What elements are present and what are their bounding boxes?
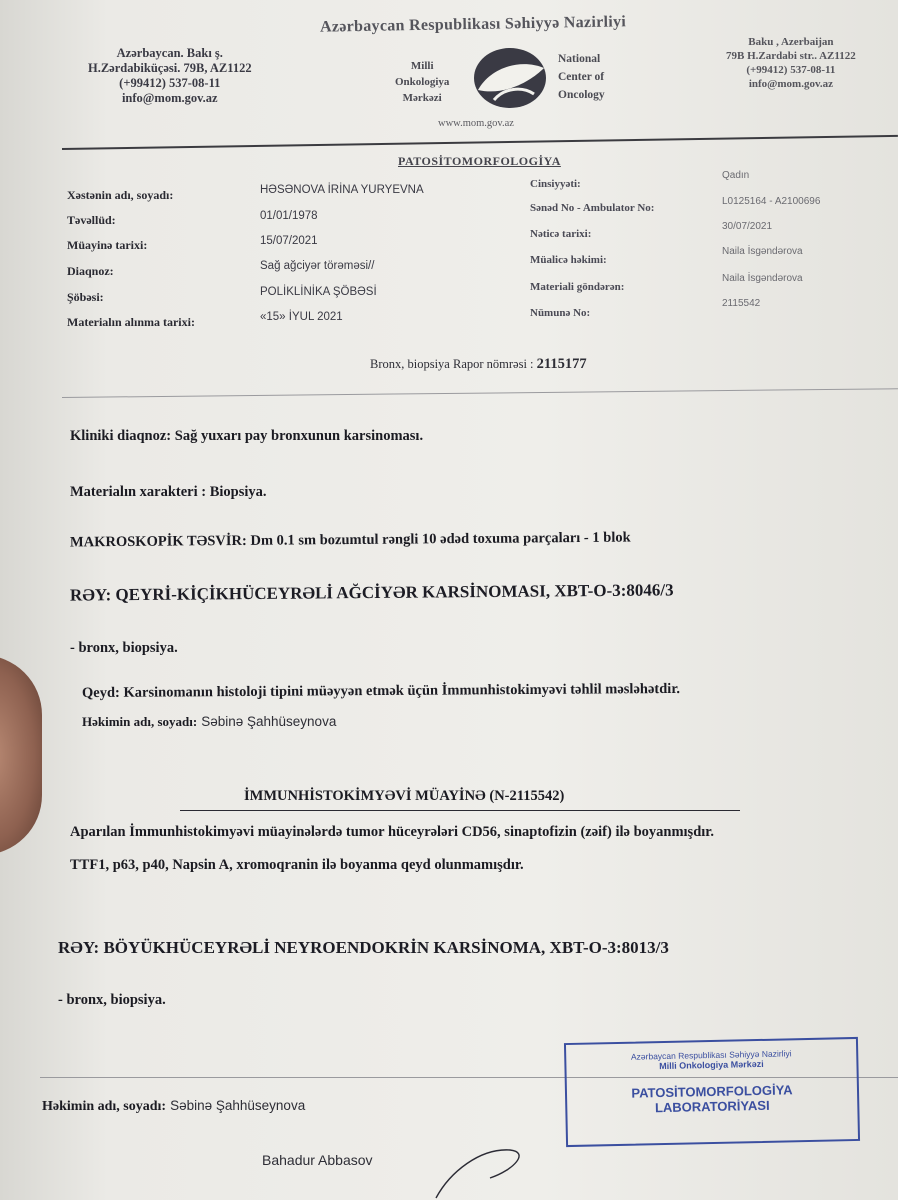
- conclusion-1: RƏY: QEYRİ-KİÇİKHÜCEYRƏLİ AĞCİYƏR KARSİNOMASI, XBT-O-3:8046/3: [69, 580, 674, 605]
- doctor-2: Həkimin adı, soyadı: Səbinə Şahhüseynova: [42, 1098, 306, 1114]
- site-2: - bronx, biopsiya.: [58, 992, 166, 1008]
- address-az: Azərbaycan. Bakı ş. H.Zərdabiküçəsi. 79B, AZ1122 (+99412) 537-08-11 info@mom.gov.az: [88, 46, 252, 105]
- center-name-en: National Center of Oncology: [558, 53, 605, 101]
- material-type: Materialın xarakteri : Biopsiya.: [70, 484, 267, 500]
- center-name-az: Milli Onkologiya Mərkəzi: [395, 60, 450, 104]
- doctor-3: Bahadur Abbasov: [262, 1152, 373, 1168]
- conclusion-2: RƏY: BÖYÜKHÜCEYRƏLİ NEYROENDOKRİN KARSİNOMA, XBT-O-3:8013/3: [58, 938, 669, 957]
- website-link[interactable]: www.mom.gov.az: [438, 118, 514, 129]
- lab-stamp: Azərbaycan Respublikası Səhiyyə Nazirliyi Milli Onkologiya Mərkəzi PATOSİTOMORFOLOGİYA LABORATORİYASI: [564, 1037, 860, 1147]
- clinical-diagnosis: Kliniki diaqnoz: Sağ yuxarı pay bronxunun karsinoması.: [70, 428, 424, 444]
- report-number-line: Bronx, biopsiya Rapor nömrəsi : 2115177: [370, 356, 587, 372]
- ihc-result-line-1: Aparılan İmmunhistokimyəvi müayinələrdə tumor hüceyrələri CD56, sinaptofizin (zəif) ilə boyanmışdır.: [70, 824, 715, 840]
- ihc-title: İMMUNHİSTOKİMYƏVİ MÜAYİNƏ (N-2115542): [244, 788, 565, 804]
- section-title: PATOSİTOMORFOLOGİYA: [398, 154, 561, 168]
- ministry-title: Azərbaycan Respublikası Səhiyyə Nazirliyi: [319, 13, 627, 36]
- report-number: 2115177: [536, 356, 587, 372]
- doctor-1: Həkimin adı, soyadı: Səbinə Şahhüseynova: [82, 714, 337, 729]
- macroscopic-description: MAKROSKOPİK TƏSVİR: Dm 0.1 sm bozumtul rəngli 10 ədəd toxuma parçaları - 1 blok: [69, 529, 631, 551]
- note: Qeyd: Karsinomanın histoloji tipini müəyyən etmək üçün İmmunhistokimyəvi təhlil məsləhətdir.: [81, 680, 681, 702]
- ihc-result-line-2: TTF1, p63, p40, Napsin A, xromoqranin ilə boyanma qeyd olunmamışdır.: [70, 857, 524, 873]
- oncology-center-logo-icon: [460, 38, 556, 118]
- address-en: Baku , Azerbaijan 79B H.Zardabi str.. AZ1122 (+99412) 537-08-11 info@mom.gov.az: [726, 36, 856, 90]
- signature-icon: [430, 1142, 540, 1200]
- site-1: - bronx, biopsiya.: [70, 640, 178, 656]
